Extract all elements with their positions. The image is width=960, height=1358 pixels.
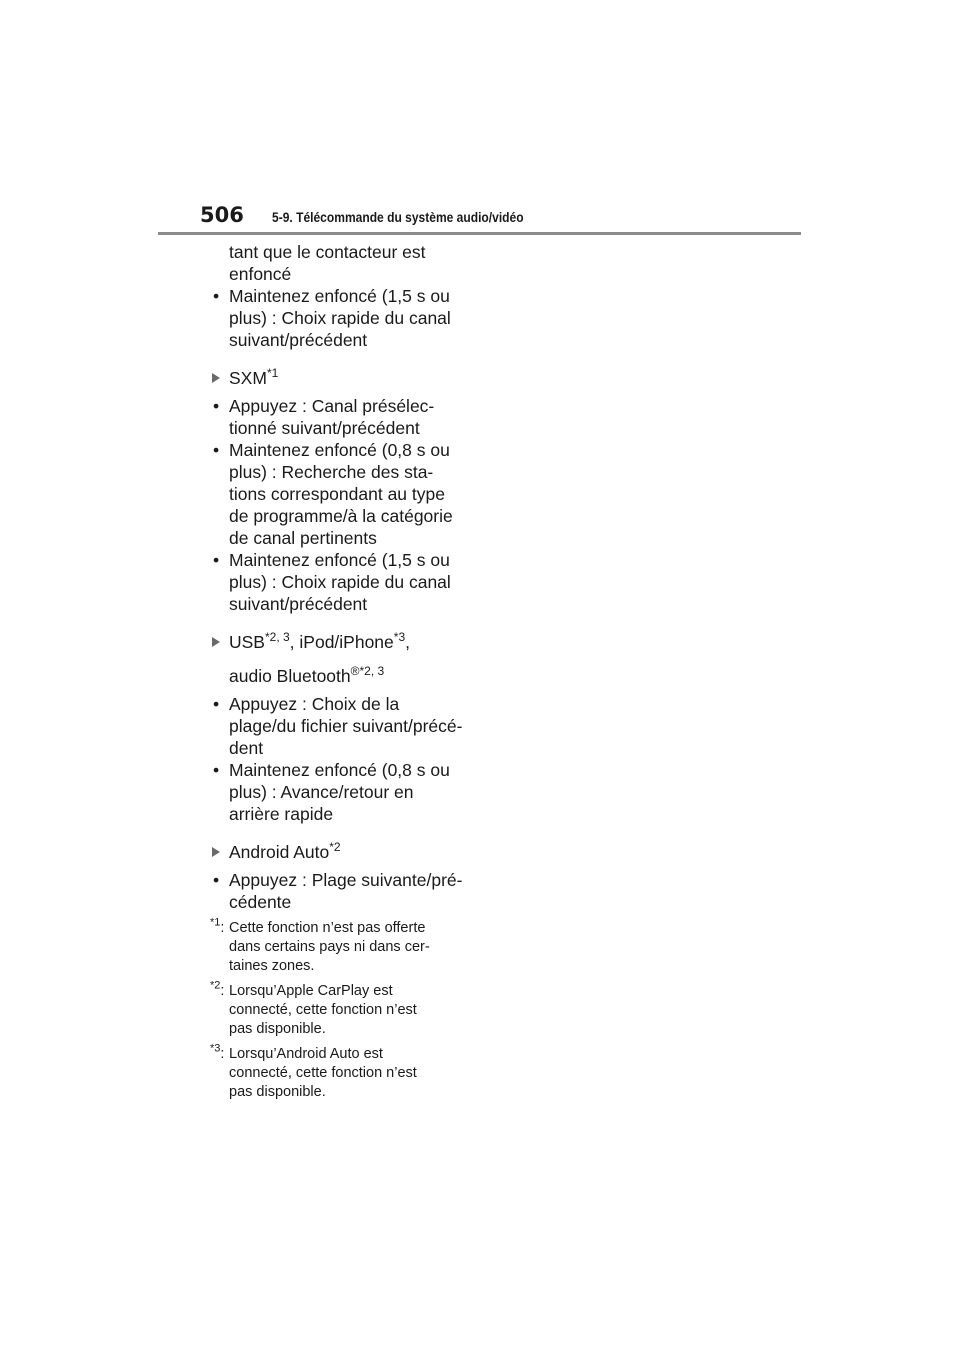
triangle-icon — [212, 847, 220, 857]
footnote: $^{*3}$: Lorsqu’Android Auto est connecté, cette fonction n’est pas disponible. — [210, 1042, 417, 1100]
footnote-mark: $^{*1}$: — [210, 916, 225, 936]
triangle-icon — [212, 637, 220, 647]
footnote: $^{*2}$: Lorsqu’Apple CarPlay est connecté, cette fonction n’est pas disponible. — [210, 979, 417, 1037]
subheading-android-auto: Android Auto$^{*2}$ — [210, 835, 480, 869]
bullet-icon: • — [213, 870, 220, 890]
page-number: 506 — [200, 203, 244, 227]
section-title: 5-9. Télécommande du système audio/vidéo — [272, 209, 524, 225]
list-item: • Appuyez : Plage suivante/pré- cédente — [213, 870, 463, 912]
bullet-icon: • — [213, 550, 220, 570]
bullet-icon: • — [213, 286, 220, 306]
list-item: • Maintenez enfoncé (1,5 s ou plus) : Choix rapide du canal suivant/précédent — [213, 286, 451, 350]
list-item: • Maintenez enfoncé (0,8 s ou plus) : Avance/retour en arrière rapide — [213, 760, 450, 824]
continuation-text: tant que le contacteur est enfoncé — [229, 242, 426, 284]
bullet-icon: • — [213, 440, 220, 460]
page-header — [200, 202, 800, 236]
list-item: • Appuyez : Canal présélec- tionné suivant/précédent — [213, 396, 435, 438]
page-content — [210, 241, 480, 1108]
bullet-icon: • — [213, 760, 220, 780]
header-rule — [158, 232, 801, 235]
list-item: • Maintenez enfoncé (1,5 s ou plus) : Choix rapide du canal suivant/précédent — [213, 550, 451, 614]
footnote: $^{*1}$: Cette fonction n’est pas offerte dans certains pays ni dans cer- taines zones. — [210, 916, 430, 974]
triangle-icon — [212, 373, 220, 383]
subheading-usb: USB$^{*2, 3}$, iPod/iPhone$^{*3}$, audio Bluetooth$^{®*2, 3}$ — [210, 625, 480, 693]
footnote-mark: $^{*3}$: — [210, 1042, 225, 1062]
footnotes — [210, 916, 480, 1102]
bullet-icon: • — [213, 396, 220, 416]
list-item: • Maintenez enfoncé (0,8 s ou plus) : Recherche des sta- tions correspondant au type de programme/à la catégorie de canal pertinents — [213, 440, 453, 548]
bullet-icon: • — [213, 694, 220, 714]
footnote-mark: $^{*2}$: — [210, 979, 225, 999]
subheading-sxm: SXM$^{*1}$ — [210, 361, 480, 395]
list-item: • Appuyez : Choix de la plage/du fichier suivant/précé- dent — [213, 694, 463, 758]
